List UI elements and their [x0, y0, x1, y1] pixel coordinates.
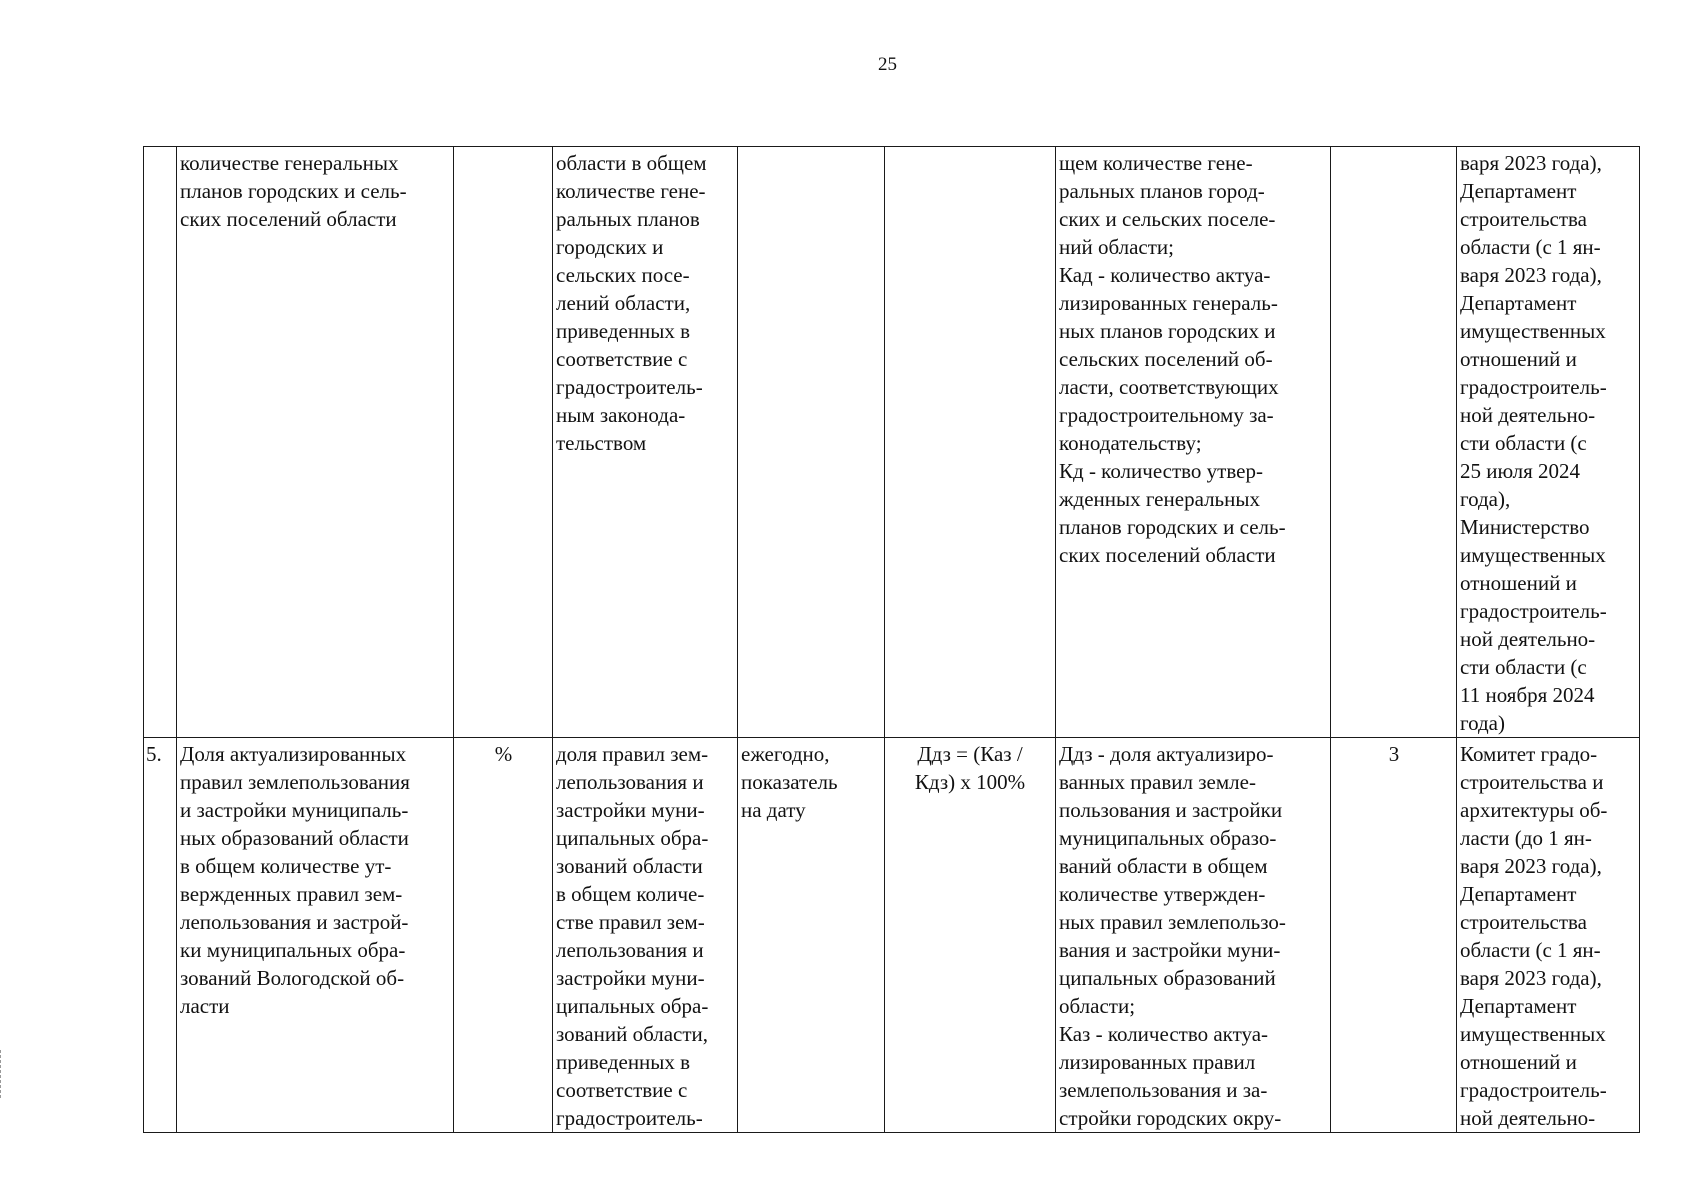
indicator-name-cell: Доля актуализированных правил землепользования и застройки муниципаль- ных образований области в общем количестве ут- вержденных правил зем- лепользования и застрой- ки муниципальных обра- зований Вологодской об- ласти [177, 738, 454, 1133]
periodicity-cell: ежегодно, показатель на дату [738, 738, 885, 1133]
indicator-name-cell: количестве генеральных планов городских и сель- ских поселений области [177, 147, 454, 738]
responsible-cell: варя 2023 года), Департамент строительства области (с 1 ян- варя 2023 года), Департамент имущественных отношений и градостроитель- ной деятельно- сти области (с 25 июля 2024 года), Министерство имущественных отношений и градостроитель- ной деятельно- сти области (с 11 ноября 2024 года) [1457, 147, 1640, 738]
row-number-cell: 5. [144, 738, 177, 1133]
indicators-table [143, 146, 1640, 1133]
scan-edge-mark [0, 1050, 5, 1098]
weight-cell [1331, 147, 1457, 738]
table-row [144, 738, 1640, 1133]
responsible-cell: Комитет градо- строительства и архитектуры об- ласти (до 1 ян- варя 2023 года), Департамент строительства области (с 1 ян- варя 2023 года), Департамент имущественных отношений и градостроитель- ной деятельно- [1457, 738, 1640, 1133]
formula-variables-cell: Ддз - доля актуализиро- ванных правил земле- пользования и застройки муниципальных образо- ваний области в общем количестве утвержден- ных правил землепользо- вания и застройки муни- ципальных образований области; Каз - количество актуа- лизированных правил землепользования и за- стройки городских окру- [1056, 738, 1331, 1133]
unit-cell: % [454, 738, 553, 1133]
formula-cell [885, 147, 1056, 738]
row-number-cell [144, 147, 177, 738]
definition-cell: доля правил зем- лепользования и застройки муни- ципальных обра- зований области в общем количе- стве правил зем- лепользования и застройки муни- ципальных обра- зований области, приведенных в соответствие с градостроитель- [553, 738, 738, 1133]
definition-cell: области в общем количестве гене- ральных планов городских и сельских посе- лений области, приведенных в соответствие с градостроитель- ным законода- тельством [553, 147, 738, 738]
weight-cell: 3 [1331, 738, 1457, 1133]
formula-cell: Ддз = (Каз / Кдз) х 100% [885, 738, 1056, 1133]
formula-variables-cell: щем количестве гене- ральных планов город- ских и сельских поселе- ний области; Кад - количество актуа- лизированных генераль- ных планов городских и сельских поселений об- ласти, соответствующих градостроительному за- конодательству; Кд - количество утвер- жденных генеральных планов городских и сель- ских поселений области [1056, 147, 1331, 738]
unit-cell [454, 147, 553, 738]
table-row [144, 147, 1640, 738]
page-number: 25 [878, 54, 897, 75]
periodicity-cell [738, 147, 885, 738]
